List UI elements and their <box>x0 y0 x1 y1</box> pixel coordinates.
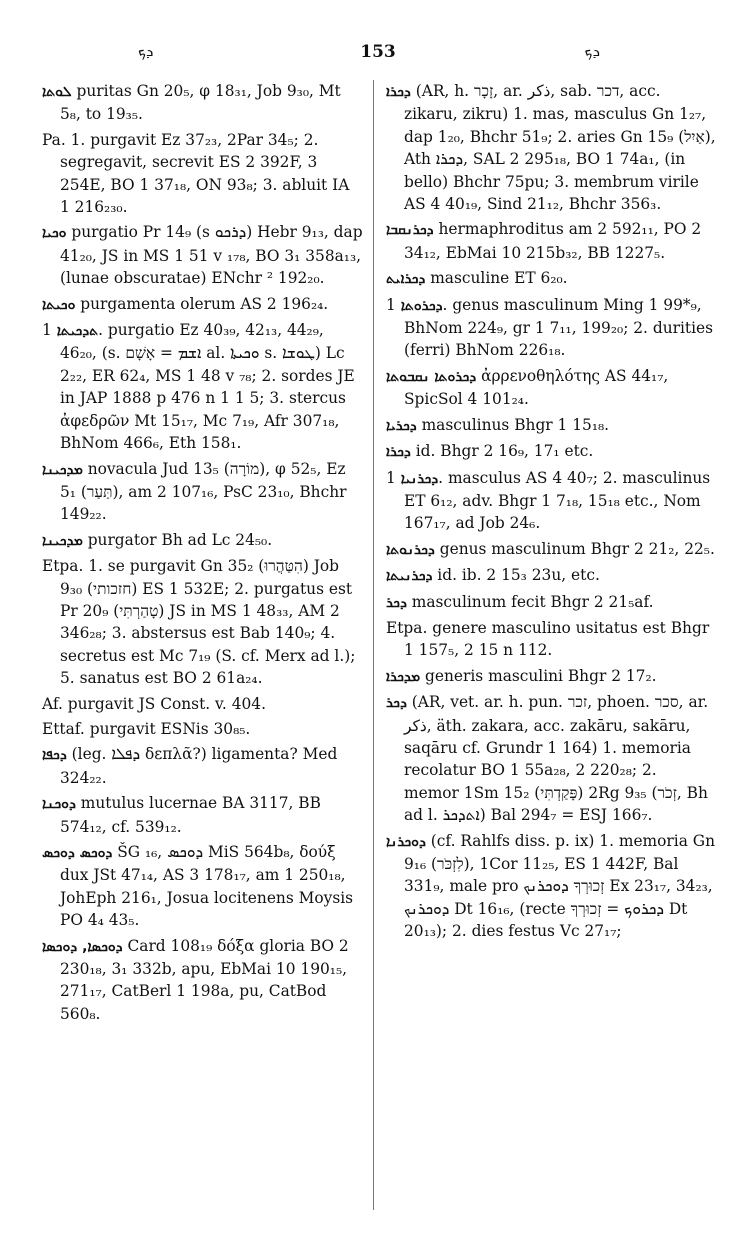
dictionary-entry <box>42 718 364 740</box>
dictionary-entry <box>42 319 364 454</box>
headword: ܕܟܪܢܘܬܐ <box>386 541 435 558</box>
dictionary-entry <box>386 691 716 826</box>
headword: ܕܟܦܐ <box>42 747 67 764</box>
entry-text: generis masculini Bhgr 2 17₂. <box>420 666 657 685</box>
right-column <box>386 80 716 946</box>
dictionary-entry <box>386 617 716 662</box>
headword: ܕܘܟܪܢܐ <box>386 833 426 850</box>
entry-text: 1. purgatio Ez 40₃₉, 42₁₃, 44₂₉, 46₂₀, (s. ܐܫܡ = אָשָׁם al. ܘܟܝܬܐ s. ܛܘܫܐ) Lc 2₂₂, ER 62₄, MS 1 48 v ₇₈; 2. sordes JE in JAP 1888 p 476 n 1 1 5; 3. stercus ἀφεδρῶν Mt 15₁₇, Mc 7₁₉, Afr 307₁₈, BhNom 466₆, Eth 158₁. <box>42 321 355 453</box>
dictionary-entry <box>386 414 716 437</box>
page-header <box>40 42 716 68</box>
dictionary-entry <box>386 218 716 264</box>
headword: ܕܟܪܢܝܐ <box>400 470 439 487</box>
dictionary-entry <box>386 591 716 614</box>
headword: ܕܟܪܘܬܐ ܢܩܒܘܬܐ <box>386 368 477 385</box>
entry-text: ŠG ₁₆, ܕܘܟܣ MiS 564b₈, δούξ dux JSt 47₁₄, AS 3 178₁₇, am 1 250₁₈, JohEph 216₁, Josua locitenens Moysis PO 4₄ 43₅. <box>60 843 354 930</box>
headword: ܕܘܟܣܐ, ܕܘܟܣܐ <box>42 938 123 955</box>
entry-text: Card 108₁₉ δόξα gloria BO 2 230₁₈, 3₁ 332b, apu, EbMai 10 190₁₅, 271₁₇, CatBerl 1 198a, pu, CatBod 560₈. <box>60 936 349 1023</box>
entry-text: Etpa. 1. se purgavit Gn 35₂ (הִטַּהֲרוּ) Job 9₃₀ (חזכותי) ES 1 532E; 2. purgatus est Pr 20₉ (טָהַרְתִּי) JS in MS 1 48₃₃, AM 2 346₂₈; 3. abstersus est Bab 140₉; 4. secretus est Mc 7₁₉ (S. cf. Merx ad l.); 5. sanatus est BO 2 61a₂₄. <box>42 557 356 688</box>
entry-text: Af. purgavit JS Const. v. 404. <box>42 694 266 713</box>
dictionary-entry <box>386 467 716 535</box>
headword: ܕܟܪ <box>386 695 407 712</box>
dictionary-entry <box>386 665 716 688</box>
entry-text: 1. masculus AS 4 40₇; 2. masculinus ET 6₁₂, adv. Bhgr 1 7₁₈, 15₁₈ etc., Nom 167₁₇, ad Job 24₆. <box>386 468 711 533</box>
dictionary-entry <box>42 792 364 838</box>
entry-text: Etpa. genere masculino usitatus est Bhgr 1 157₅, 2 15 n 112. <box>386 618 710 660</box>
entry-text: hermaphroditus am 2 592₁₁, PO 2 34₁₂, EbMai 10 215b₃₂, BB 1227₅. <box>404 220 702 262</box>
headword: ܕܟܪܝܐ <box>386 417 417 434</box>
entry-text: genus masculinum Bhgr 2 21₂, 22₅. <box>434 539 715 558</box>
headword: ܡܕܟܝܢܐ <box>42 532 83 549</box>
dictionary-entry <box>42 293 364 316</box>
dictionary-entry <box>42 80 364 126</box>
headword: ܕܘܟܣ ܕܘܟܣ <box>42 845 113 861</box>
headword: ܕܟܪܢܩܒܐ <box>386 222 434 239</box>
left-column <box>42 80 364 1028</box>
entry-text: purgator Bh ad Lc 24₅₀. <box>82 530 273 549</box>
dictionary-entry <box>386 267 716 290</box>
headword: ܕܟܪܢܝܬܐ <box>386 568 433 585</box>
column-divider <box>373 80 374 1210</box>
dictionary-entry <box>42 458 364 526</box>
entry-text: mutulus lucernae BA 3117, BB 574₁₂, cf. 539₁₂. <box>60 794 321 836</box>
dictionary-entry <box>42 529 364 552</box>
headword: ܕܘܟܢܐ <box>42 796 76 813</box>
entry-text: puritas Gn 20₅, φ 18₃₁, Job 9₃₀, Mt 5₈, to 19₃₅. <box>60 82 341 124</box>
dictionary-entry <box>386 538 716 561</box>
dictionary-entry <box>42 841 364 932</box>
headword: ܡܕܟܪܐ <box>386 668 421 685</box>
entry-text: masculine ET 6₂₀. <box>425 269 568 288</box>
page-number: 153 <box>360 42 396 62</box>
headword: ܬܕܟܝܬܐ <box>56 323 99 340</box>
headword: ܘܟܝܐ <box>42 225 67 242</box>
dictionary-entry <box>42 935 364 1026</box>
entry-text: 1. genus masculinum Ming 1 99*₉, BhNom 224₉, gr 1 7₁₁, 199₂₀; 2. durities (ferri) BhNom 226₁₈. <box>386 295 714 360</box>
entry-text: purgamenta olerum AS 2 196₂₄. <box>75 294 329 313</box>
entry-text: ἀρρενοθηλότης AS 44₁₇, SpicSol 4 101₂₄. <box>404 366 669 409</box>
entry-text: masculinus Bhgr 1 15₁₈. <box>416 415 610 434</box>
running-head-left: ܕܟ <box>138 42 154 60</box>
entry-text: masculinum fecit Bhgr 2 21₅af. <box>406 592 654 611</box>
dictionary-entry <box>42 129 364 219</box>
headword: ܠܘܬܐ <box>42 84 72 100</box>
dictionary-entry <box>386 294 716 362</box>
headword: ܡܕܟܝܢܐ <box>42 461 83 478</box>
entry-text: novacula Jud 13₅ (מוֹרָה), φ 52₅, Ez 5₁ (תַּעַר), am 2 107₁₆, PsC 23₁₀, Bhchr 149₂₂. <box>60 459 347 524</box>
dictionary-entry <box>42 693 364 715</box>
dictionary-entry <box>386 830 716 943</box>
entry-text: (AR, vet. ar. h. pun. זכר, phoen. סכר, ar. ذكر, äth. zakara, acc. zakāru, sakāru, saqāru cf. Grundr 1 164) 1. memoria recolatur BO 1 55a₂₈, 2 220₂₈; 2. memor 1Sm 15₂ (פָּקַדְתִּי) 2Rg 9₃₅ (זְכֹר, Bh ad l. ܐܬܕܟܪ) Bal 294₇ = ESJ 166₇. <box>404 693 709 825</box>
entry-text: Pa. 1. purgavit Ez 37₂₃, 2Par 34₅; 2. segregavit, secrevit ES 2 392F, 3 254E, BO 1 37₁₈, ON 93₈; 3. abluit IA 1 216₂₃₀. <box>42 130 350 217</box>
entry-text: purgatio Pr 14₉ (s ܕܪܟܘ) Hebr 9₁₃, dap 41₂₀, JS in MS 1 51 v ₁₇₈, BO 3₁ 358a₁₃, (lunae obscuratae) ENchr ² 192₂₀. <box>60 223 363 288</box>
dictionary-entry <box>386 80 716 215</box>
dictionary-entry <box>386 440 716 463</box>
running-head-right: ܕܟ <box>584 42 600 60</box>
entry-text: Ettaf. purgavit ESNis 30₈₅. <box>42 719 251 738</box>
headword: ܘܟܝܬܐ <box>42 296 76 313</box>
entry-text: (cf. Rahlfs diss. p. ix) 1. memoria Gn 9₁₆ (לִזְכֹּר), 1Cor 11₂₅, ES 1 442F, Bal 331₉, male pro זְכוּרְךָ ܕܘܟܪܢܟ Ex 23₁₇, 34₂₃, ܕܘܟܪܢܟ Dt 16₁₆, (recte ܕܟܪܘܟ = זְכוּרְךָ Dt 20₁₃); 2. dies festus Vc 27₁₇; <box>404 831 715 941</box>
dictionary-entry <box>42 743 364 789</box>
entry-text: id. ib. 2 15₃ 23u, etc. <box>432 566 600 585</box>
headword: ܕܟܪܐܝܬ <box>386 271 426 288</box>
headword: ܕܟܪܘܬܐ <box>400 297 443 314</box>
dictionary-entry <box>386 564 716 587</box>
dictionary-entry <box>386 365 716 411</box>
dictionary-entry <box>42 555 364 689</box>
entry-text: (leg. ܕܦܠܐ δεπλᾶ?) ligamenta? Med 324₂₂. <box>60 745 338 787</box>
headword: ܕܟܪܐ <box>386 444 411 461</box>
entry-text: id. Bhgr 2 16₉, 17₁ etc. <box>410 442 594 461</box>
entry-text: (AR, h. זָכָר, ar. ذكر, sab. דכר, acc. zikaru, zikru) 1. mas, masculus Gn 1₂₇, dap 1₂₀, Bhchr 51₉; 2. aries Gn 15₉ (אַיִל), Ath ܕܟܪܐ, SAL 2 295₁₈, BO 1 74a₁, (in bello) Bhchr 75pu; 3. membrum virile AS 4 40₁₉, Sind 21₁₂, Bhchr 356₃. <box>404 82 716 214</box>
headword: ܕܟܪ <box>386 594 407 611</box>
dictionary-entry <box>42 221 364 289</box>
headword: ܕܟܪܐ <box>386 84 411 100</box>
